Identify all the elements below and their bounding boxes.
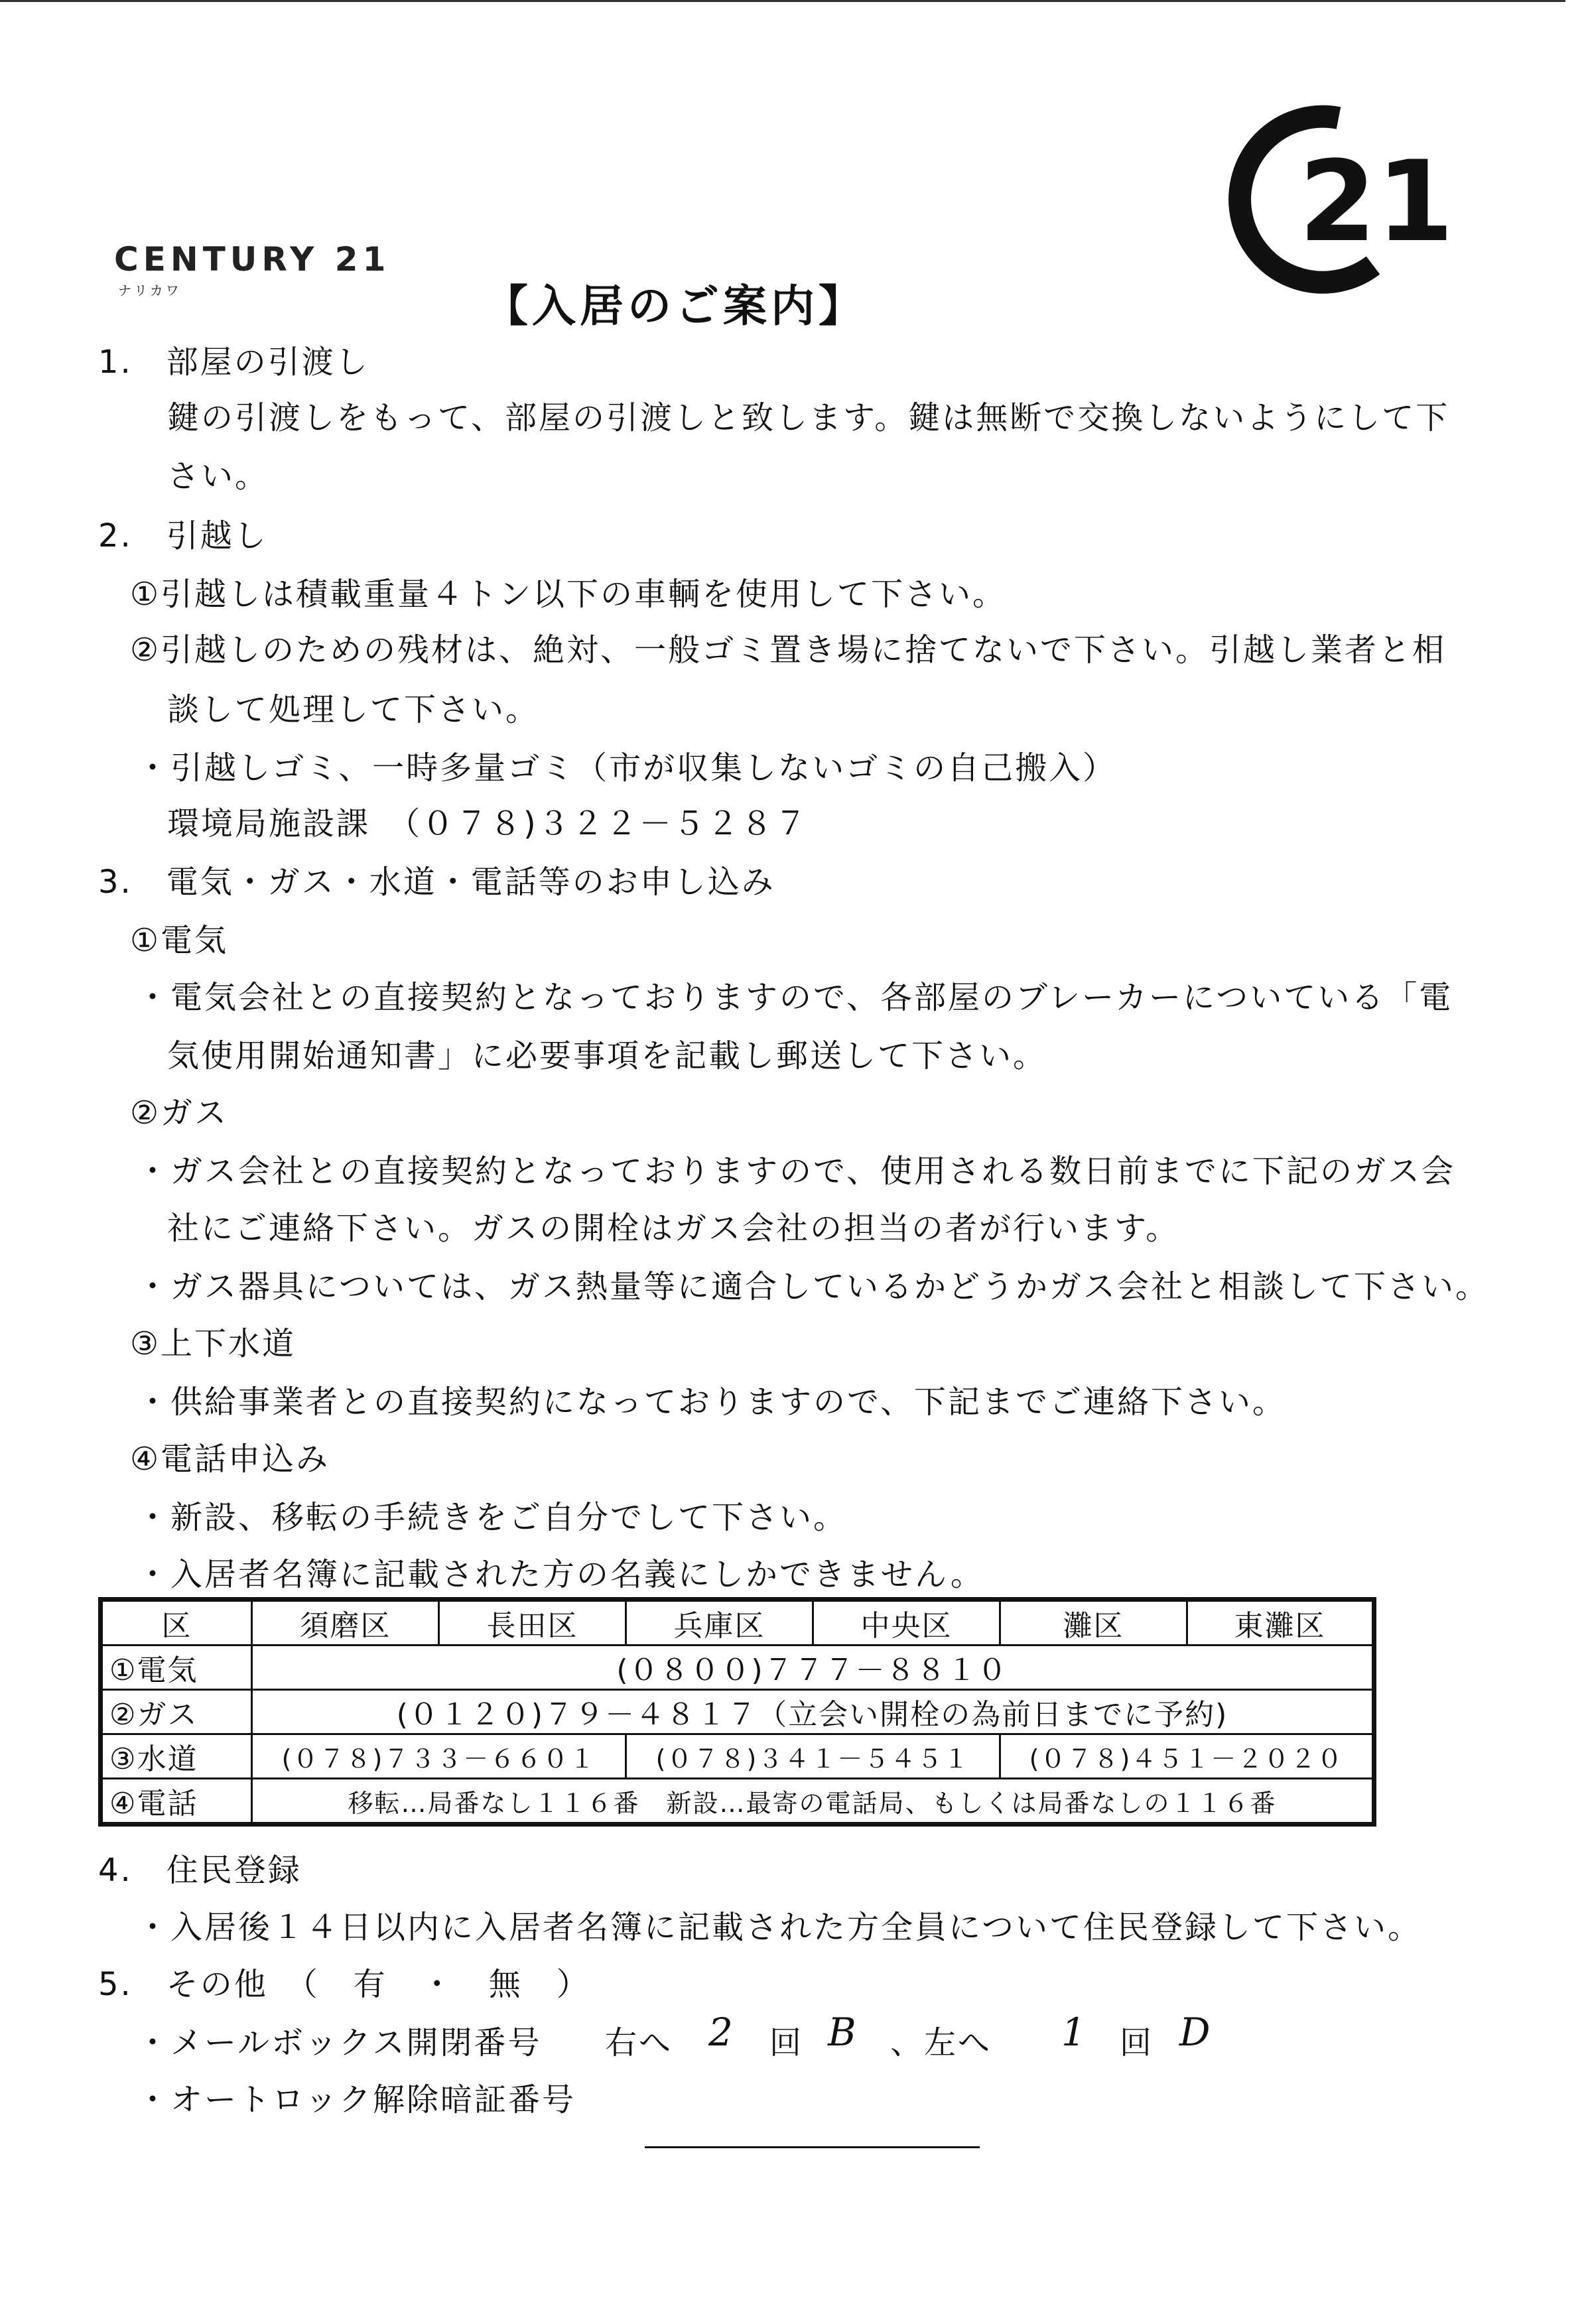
section-2-heading: 2. 引越し xyxy=(98,517,268,554)
table-row xyxy=(101,1734,1374,1779)
telephone-cell: 移転…局番なし１１６番 新設…最寄の電話局、もしくは局番なしの１１６番 xyxy=(252,1779,1374,1825)
mailbox-right-label: 右へ xyxy=(605,2024,673,2061)
water-phone-cell: (０７８)３４１－５４５１ xyxy=(626,1734,1000,1779)
ward-header-cell: 灘区 xyxy=(1000,1600,1187,1646)
row-label: ②ガス xyxy=(101,1690,252,1734)
brand-name: CENTURY 21 xyxy=(114,240,391,279)
section-3-heading: 3. 電気・ガス・水道・電話等のお申し込み xyxy=(98,864,775,901)
scan-edge-line xyxy=(0,0,1565,2)
mailbox-right-count: 2 xyxy=(708,2010,733,2055)
section-4-line: ・入居後１４日以内に入居者名簿に記載された方全員について住民登録して下さい。 xyxy=(137,1909,1422,1946)
section-3-line: ・供給事業者との直接契約になっておりますので、下記までご連絡下さい。 xyxy=(137,1384,1287,1421)
autolock-code-blank xyxy=(645,2146,980,2148)
row-label: ③水道 xyxy=(101,1734,252,1779)
brand-subname: ナリカワ xyxy=(118,283,182,298)
section-3-line: ・入居者名簿に記載された方の名義にしかできません。 xyxy=(137,1556,984,1593)
mailbox-number-label: ・メールボックス開閉番号 xyxy=(137,2024,542,2061)
table-row xyxy=(101,1779,1374,1825)
table-row xyxy=(101,1690,1374,1734)
section-3-line: ③上下水道 xyxy=(130,1325,297,1362)
mailbox-left-count: 1 xyxy=(1061,2010,1086,2055)
section-2-line: 環境局施設課 （０７８)３２２－５２８７ xyxy=(167,805,809,842)
water-phone-cell: (０７８)４５１－２０２０ xyxy=(1000,1734,1374,1779)
section-3-line: ・新設、移転の手続きをご自分でして下さい。 xyxy=(137,1499,848,1536)
section-5-heading: 5. その他 （ 有 ・ 無 ） xyxy=(98,1966,590,2003)
page-title: 【入居のご案内】 xyxy=(484,281,866,332)
section-3-line: ・電気会社との直接契約となっておりますので、各部屋のブレーカーについている「電 xyxy=(137,979,1453,1016)
section-3-line: ④電話申込み xyxy=(130,1441,330,1478)
mailbox-left-label: 、左へ xyxy=(890,2024,992,2061)
section-2-line: ①引越しは積載重量４トン以下の車輌を使用して下さい。 xyxy=(130,576,1007,613)
utility-contact-table xyxy=(98,1597,1376,1827)
ward-header-cell: 須磨区 xyxy=(252,1600,439,1646)
ward-header-cell: 長田区 xyxy=(439,1600,626,1646)
water-phone-cell: (０７８)７３３－６６０１ xyxy=(252,1734,626,1779)
table-header-cell: 区 xyxy=(101,1600,252,1646)
table-row xyxy=(101,1646,1374,1690)
gas-phone-cell: (０１２０)７９－４８１７（立会い開栓の為前日までに予約) xyxy=(252,1690,1374,1734)
ward-header-cell: 中央区 xyxy=(813,1600,1000,1646)
section-2-line: ・引越しゴミ、一時多量ゴミ（市が収集しないゴミの自己搬入） xyxy=(137,749,1117,787)
row-label: ①電気 xyxy=(101,1646,252,1690)
section-3-line: ・ガス会社との直接契約となっておりますので、使用される数日前までに下記のガス会 xyxy=(137,1153,1456,1190)
section-1-heading: 1. 部屋の引渡し xyxy=(98,344,369,381)
logo-number: 21 xyxy=(1299,137,1454,267)
section-2-line: ②引越しのための残材は、絶対、一般ゴミ置き場に捨てないで下さい。引越し業者と相 xyxy=(130,631,1447,669)
ward-header-cell: 兵庫区 xyxy=(626,1600,813,1646)
ward-header-cell: 東灘区 xyxy=(1187,1600,1374,1646)
section-1-line: 鍵の引渡しをもって、部屋の引渡しと致します。鍵は無断で交換しないようにして下 xyxy=(167,399,1450,436)
mailbox-left-letter: D xyxy=(1179,2010,1211,2055)
row-label: ④電話 xyxy=(101,1779,252,1825)
mailbox-times-label: 回 xyxy=(769,2024,804,2061)
section-3-line: 気使用開始通知書」に必要事項を記載し郵送して下さい。 xyxy=(167,1037,1047,1074)
section-3-line: 社にご連絡下さい。ガスの開栓はガス会社の担当の者が行います。 xyxy=(167,1210,1180,1247)
section-4-heading: 4. 住民登録 xyxy=(98,1852,302,1889)
mailbox-times-label: 回 xyxy=(1120,2024,1154,2061)
section-2-line: 談して処理して下さい。 xyxy=(167,691,540,728)
section-3-line: ・ガス器具については、ガス熱量等に適合しているかどうかガス会社と相談して下さい。 xyxy=(137,1268,1490,1305)
mailbox-right-letter: B xyxy=(828,2010,856,2055)
section-3-line: ②ガス xyxy=(130,1094,229,1131)
electric-phone-cell: (０８００)７７７－８８１０ xyxy=(252,1646,1374,1690)
table-row xyxy=(101,1600,1374,1646)
section-1-line: さい。 xyxy=(167,458,269,495)
century21-logo xyxy=(1199,99,1454,305)
section-3-line: ①電気 xyxy=(130,922,229,959)
autolock-code-label: ・オートロック解除暗証番号 xyxy=(137,2081,576,2118)
